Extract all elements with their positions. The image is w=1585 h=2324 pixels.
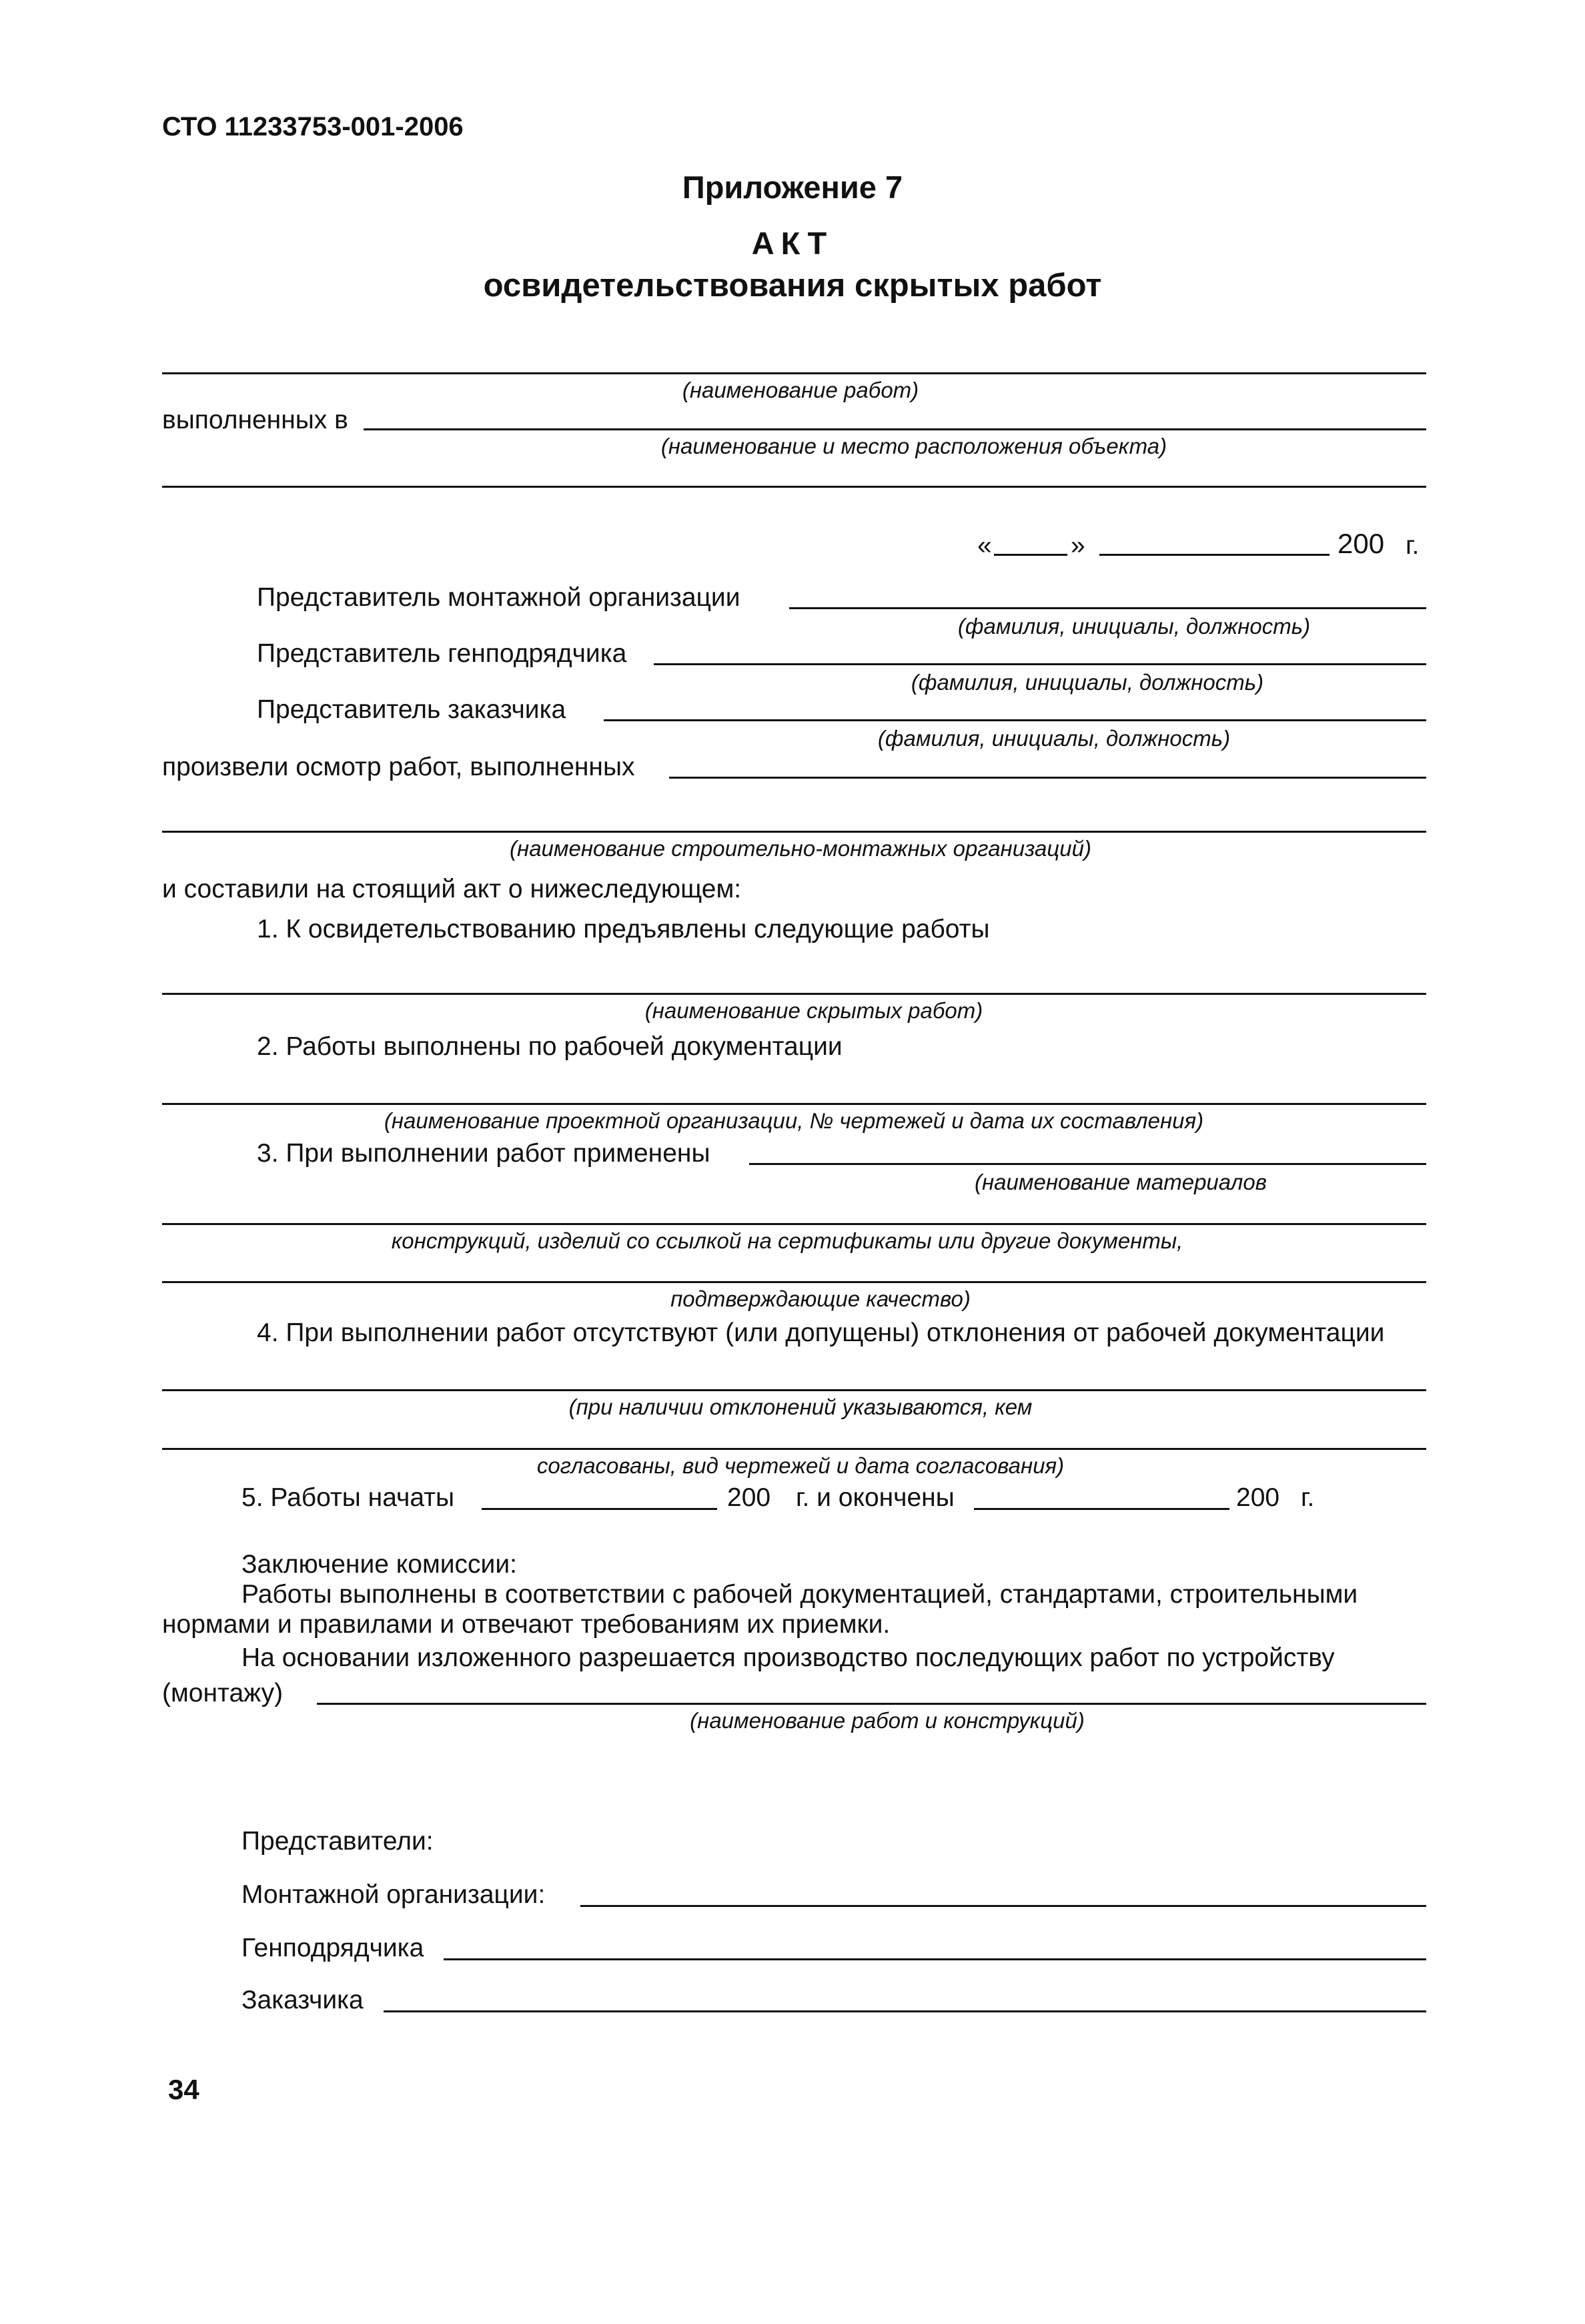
item5-start-label: 5. Работы начаты: [241, 1483, 455, 1512]
conclusion-heading: Заключение комиссии:: [241, 1550, 517, 1579]
document-title: освидетельствования скрытых работ: [483, 268, 1102, 304]
conclusion-line-2: нормами и правилами и отвечают требованиям их приемки.: [162, 1610, 891, 1639]
inspected-field[interactable]: [669, 777, 1426, 779]
date-year: 200: [1338, 528, 1385, 559]
works-constructions-field[interactable]: [317, 1703, 1426, 1705]
rep-customer-label: Представитель заказчика: [257, 695, 566, 724]
sign-general-field[interactable]: [444, 1958, 1426, 1960]
construction-orgs-field[interactable]: [162, 831, 1426, 833]
works-name-caption: (наименование работ): [682, 378, 919, 402]
conclusion-line-4: (монтажу): [162, 1679, 284, 1707]
item5-end-label: г.: [1301, 1483, 1315, 1512]
materials-field-3[interactable]: [162, 1281, 1426, 1283]
rep-mounting-field[interactable]: [789, 607, 1426, 609]
date-close-quote: »: [1071, 531, 1085, 560]
materials-field-2[interactable]: [162, 1223, 1426, 1225]
end-date-field[interactable]: [974, 1508, 1229, 1510]
rep-general-field[interactable]: [654, 663, 1426, 665]
sign-customer-label: Заказчика: [241, 1986, 364, 2014]
deviations-field[interactable]: [162, 1389, 1426, 1391]
rep-mounting-caption: (фамилия, инициалы, должность): [957, 614, 1311, 639]
sign-mounting-label: Монтажной организации:: [241, 1880, 546, 1909]
representatives-heading: Представители:: [241, 1827, 434, 1856]
object-field-continued[interactable]: [162, 486, 1426, 488]
conclusion-line-1: Работы выполнены в соответствии с рабочей документацией, стандартами, строительными: [241, 1580, 1358, 1609]
deviations-caption-1: (при наличии отклонений указываются, кем: [568, 1395, 1033, 1419]
object-field[interactable]: [364, 428, 1426, 430]
appendix-title: Приложение 7: [682, 169, 903, 205]
item2-label: 2. Работы выполнены по рабочей документации: [257, 1032, 843, 1061]
performed-in-label: выполненных в: [162, 406, 348, 434]
deviations-caption-2: согласованы, вид чертежей и дата согласования): [536, 1453, 1065, 1478]
item3-label: 3. При выполнении работ применены: [257, 1139, 710, 1168]
object-caption: (наименование и место расположения объекта): [660, 434, 1167, 458]
materials-field[interactable]: [749, 1163, 1426, 1165]
materials-caption-1: (наименование материалов: [975, 1170, 1267, 1194]
document-code: СТО 11233753-001-2006: [162, 112, 464, 141]
conclusion-line-3: На основании изложенного разрешается производство последующих работ по устройству: [241, 1643, 1335, 1672]
rep-customer-caption: (фамилия, инициалы, должность): [877, 726, 1231, 751]
materials-caption-3: подтверждающие качество): [670, 1286, 971, 1311]
item1-label: 1. К освидетельствованию предъявлены следующие работы: [257, 915, 990, 943]
item5-year1: 200: [727, 1483, 771, 1512]
item5-mid-label: г. и окончены: [796, 1483, 955, 1512]
compiled-text: и составили на стоящий акт о нижеследующем:: [162, 875, 742, 903]
page-number: 34: [168, 2074, 199, 2105]
rep-mounting-label: Представитель монтажной организации: [257, 583, 740, 612]
rep-general-label: Представитель генподрядчика: [257, 639, 627, 668]
materials-caption-2: конструкций, изделий со ссылкой на сертификаты или другие документы,: [391, 1228, 1183, 1253]
rep-general-caption: (фамилия, инициалы, должность): [911, 670, 1264, 695]
act-title: АКТ: [751, 226, 834, 261]
hidden-works-field[interactable]: [162, 993, 1426, 995]
item4-label: 4. При выполнении работ отсутствуют (или допущены) отклонения от рабочей документации: [257, 1318, 1385, 1347]
date-day-field[interactable]: [994, 554, 1067, 556]
rep-customer-field[interactable]: [604, 719, 1426, 721]
deviations-field-2[interactable]: [162, 1448, 1426, 1450]
sign-general-label: Генподрядчика: [241, 1934, 424, 1962]
sign-mounting-field[interactable]: [580, 1905, 1426, 1907]
item5-year2: 200: [1236, 1483, 1280, 1512]
date-month-field[interactable]: [1099, 554, 1330, 556]
hidden-works-caption: (наименование скрытых работ): [644, 998, 983, 1023]
design-org-field[interactable]: [162, 1103, 1426, 1105]
works-name-field[interactable]: [162, 372, 1426, 374]
construction-orgs-caption: (наименование строительно-монтажных организаций): [510, 836, 1091, 861]
sign-customer-field[interactable]: [384, 2010, 1426, 2012]
start-date-field[interactable]: [482, 1508, 717, 1510]
works-constructions-caption: (наименование работ и конструкций): [690, 1708, 1085, 1733]
design-org-caption: (наименование проектной организации, № чертежей и дата их составления): [384, 1108, 1204, 1133]
date-year-suffix: г.: [1406, 531, 1420, 560]
inspected-label: произвели осмотр работ, выполненных: [162, 753, 635, 781]
date-open-quote: «: [977, 531, 992, 560]
